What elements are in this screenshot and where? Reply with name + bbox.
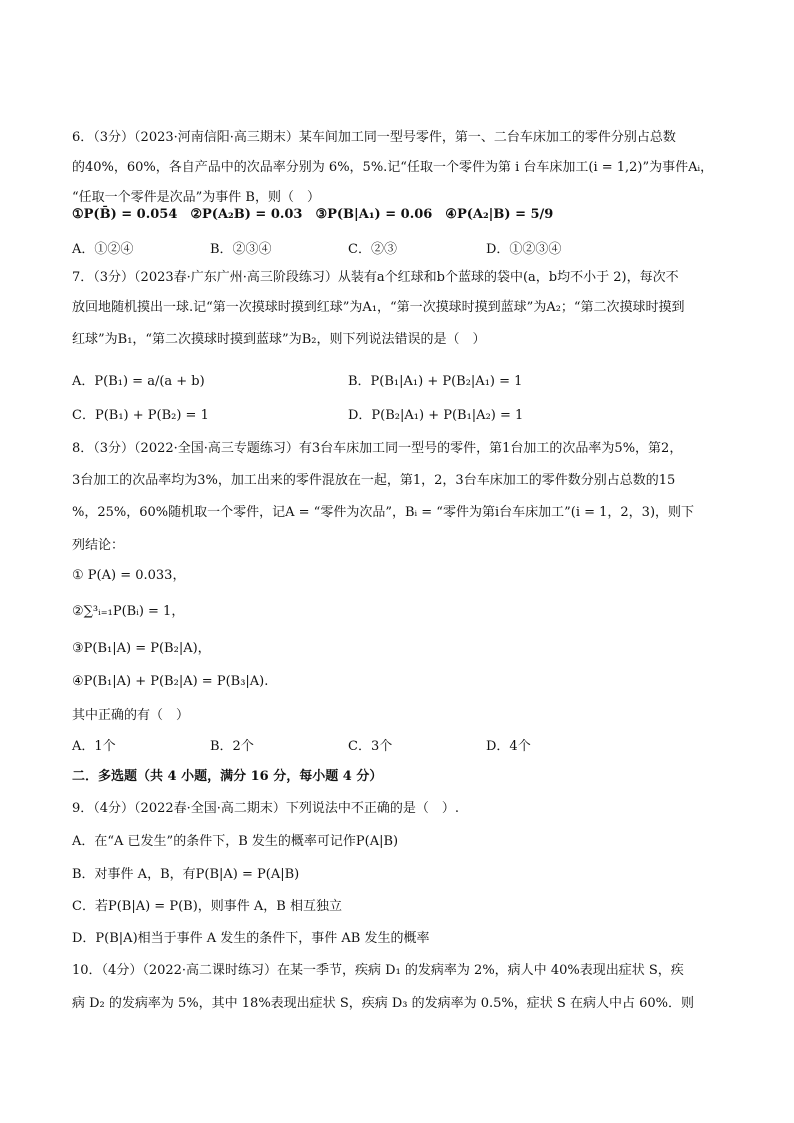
q7-option-b: B．P(B₁|A₁) + P(B₂|A₁) = 1 [348,374,523,389]
q8-item-4: ④P(B₁|A) + P(B₂|A) = P(B₃|A). [72,674,269,689]
q10-line1: 10．（4分）（2022·高二课时练习）在某一季节，疾病 D₁ 的发病率为 2%，病人中 40%表现出症状 S，疾 [72,963,684,978]
q6-option-c: C．②③ [348,242,397,257]
q6-option-d: D．①②③④ [486,242,562,257]
q10-line2: 病 D₂ 的发病率为 5%，其中 18%表现出症状 S，疾病 D₃ 的发病率为 0.5%，症状 S 在病人中占 60%．则 [72,996,694,1011]
q6-line3: “任取一个零件是次品”为事件 B，则（ ） [72,190,320,205]
section-heading-multiple-choice: 二．多选题（共 4 小题，满分 16 分，每小题 4 分） [72,769,383,784]
q9-option-c: C．若P(B|A) = P(B)，则事件 A，B 相互独立 [72,899,342,914]
q7-line1: 7．（3分）（2023春·广东广州·高三阶段练习）从装有a个红球和b个蓝球的袋中(a，b均不小于 2)，每次不 [72,270,679,285]
q8-option-d: D．4个 [486,739,531,754]
q8-option-b: B．2个 [210,739,254,754]
q6-line2: 的40%，60%，各自产品中的次品率分别为 6%，5%.记“任取一个零件为第 i 台车床加工(i = 1,2)”为事件Aᵢ， [72,160,714,175]
q9-option-a: A．在“A 已发生”的条件下，B 发生的概率可记作P(A|B) [72,834,399,849]
q6-statements: ①P(B̄) = 0.054 ②P(A₂B) = 0.03 ③P(B|A₁) = 0.06 ④P(A₂|B) = 5/9 [72,207,554,222]
q7-option-d: D．P(B₂|A₁) + P(B₁|A₂) = 1 [348,408,524,423]
q8-item-1: ① P(A) = 0.033， [72,568,186,583]
q6-option-a: A．①②④ [72,242,134,257]
q7-option-a: A．P(B₁) = a/(a + b) [72,374,205,389]
q8-item-2: ②∑³ᵢ₌₁P(Bᵢ) = 1， [72,604,185,619]
q8-line1: 8．（3分）（2022·全国·高三专题练习）有3台车床加工同一型号的零件，第1台加工的次品率为5%，第2， [72,441,683,456]
q7-line2: 放回地随机摸出一球.记“第一次摸球时摸到红球”为A₁，“第一次摸球时摸到蓝球”为A₂；“第二次摸球时摸到 [72,300,685,315]
q8-option-c: C．3个 [348,739,393,754]
q7-line3: 红球”为B₁，“第二次摸球时摸到蓝球”为B₂，则下列说法错误的是（ ） [72,332,486,347]
q7-option-c: C．P(B₁) + P(B₂) = 1 [72,408,209,423]
q8-line4: 列结论： [72,538,125,553]
q9-option-d: D．P(B|A)相当于事件 A 发生的条件下，事件 AB 发生的概率 [72,931,430,946]
q6-line1: 6．（3分）（2023·河南信阳·高三期末）某车间加工同一型号零件，第一、二台车床加工的零件分别占总数 [72,130,676,145]
q9-line1: 9．（4分）（2022春·全国·高二期末）下列说法中不正确的是（ ）. [72,801,460,816]
q6-option-b: B．②③④ [210,242,272,257]
q8-item-3: ③P(B₁|A) = P(B₂|A)， [72,641,211,656]
q8-prompt: 其中正确的有（ ） [72,708,190,723]
q9-option-b: B．对事件 A，B，有P(B|A) = P(A|B) [72,867,300,882]
q8-line2: 3台加工的次品率均为3%，加工出来的零件混放在一起，第1，2，3台车床加工的零件数分别占总数的15 [72,473,676,488]
q8-option-a: A．1个 [72,739,116,754]
q8-line3: %，25%，60%随机取一个零件，记A = “零件为次品”，Bᵢ = “零件为第i台车床加工”(i = 1，2，3)，则下 [72,505,695,520]
